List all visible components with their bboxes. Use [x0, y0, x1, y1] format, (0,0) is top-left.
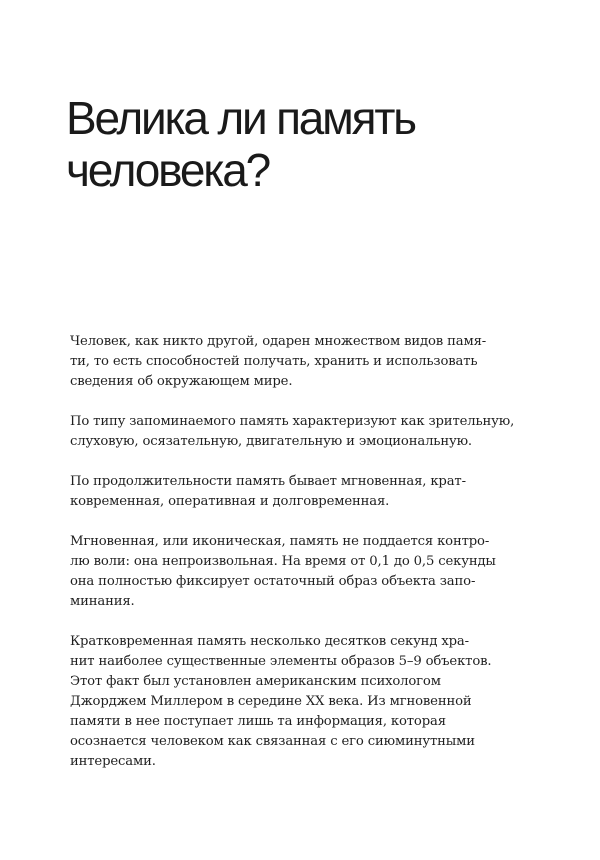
paragraph-short-term-memory	[70, 632, 510, 772]
body-text	[70, 332, 515, 792]
text-line: минания.	[70, 594, 135, 609]
text-line: ковременная, оперативная и долговременная.	[70, 494, 390, 509]
text-line: Человек, как никто другой, одарен множеством видов памя-	[70, 334, 487, 349]
text-line: По продолжительности память бывает мгновенная, крат-	[70, 474, 466, 489]
text-line: сведения об окружающем мире.	[70, 374, 293, 389]
text-line: Этот факт был установлен американским психологом	[70, 674, 441, 689]
text-line: памяти в нее поступает лишь та информация, которая	[70, 714, 446, 729]
text-line: По типу запоминаемого память характеризуют как зрительную,	[70, 414, 515, 429]
text-line: осознается человеком как связанная с его сиюминутными	[70, 734, 475, 749]
paragraph-memory-types-intro	[70, 332, 510, 392]
text-line: интересами.	[70, 754, 156, 769]
text-line: Кратковременная память несколько десятков секунд хра-	[70, 634, 469, 649]
paragraph-memory-by-type	[70, 412, 515, 452]
paragraph-memory-by-duration	[70, 472, 510, 512]
chapter-title	[66, 92, 546, 196]
text-line: нит наиболее существенные элементы образов 5–9 объектов.	[70, 654, 492, 669]
text-line: она полностью фиксирует остаточный образ объекта запо-	[70, 574, 476, 589]
chapter-title-line: Велика ли память	[66, 92, 415, 144]
text-line: Джорджем Миллером в середине XX века. Из мгновенной	[70, 694, 472, 709]
paragraph-iconic-memory	[70, 532, 510, 612]
text-line: слуховую, осязательную, двигательную и эмоциональную.	[70, 434, 472, 449]
text-line: Мгновенная, или иконическая, память не поддается контро-	[70, 534, 490, 549]
text-line: ти, то есть способностей получать, хранить и использовать	[70, 354, 478, 369]
chapter-title-line: человека?	[66, 144, 269, 196]
text-line: лю воли: она непроизвольная. На время от 0,1 до 0,5 секунды	[70, 554, 496, 569]
